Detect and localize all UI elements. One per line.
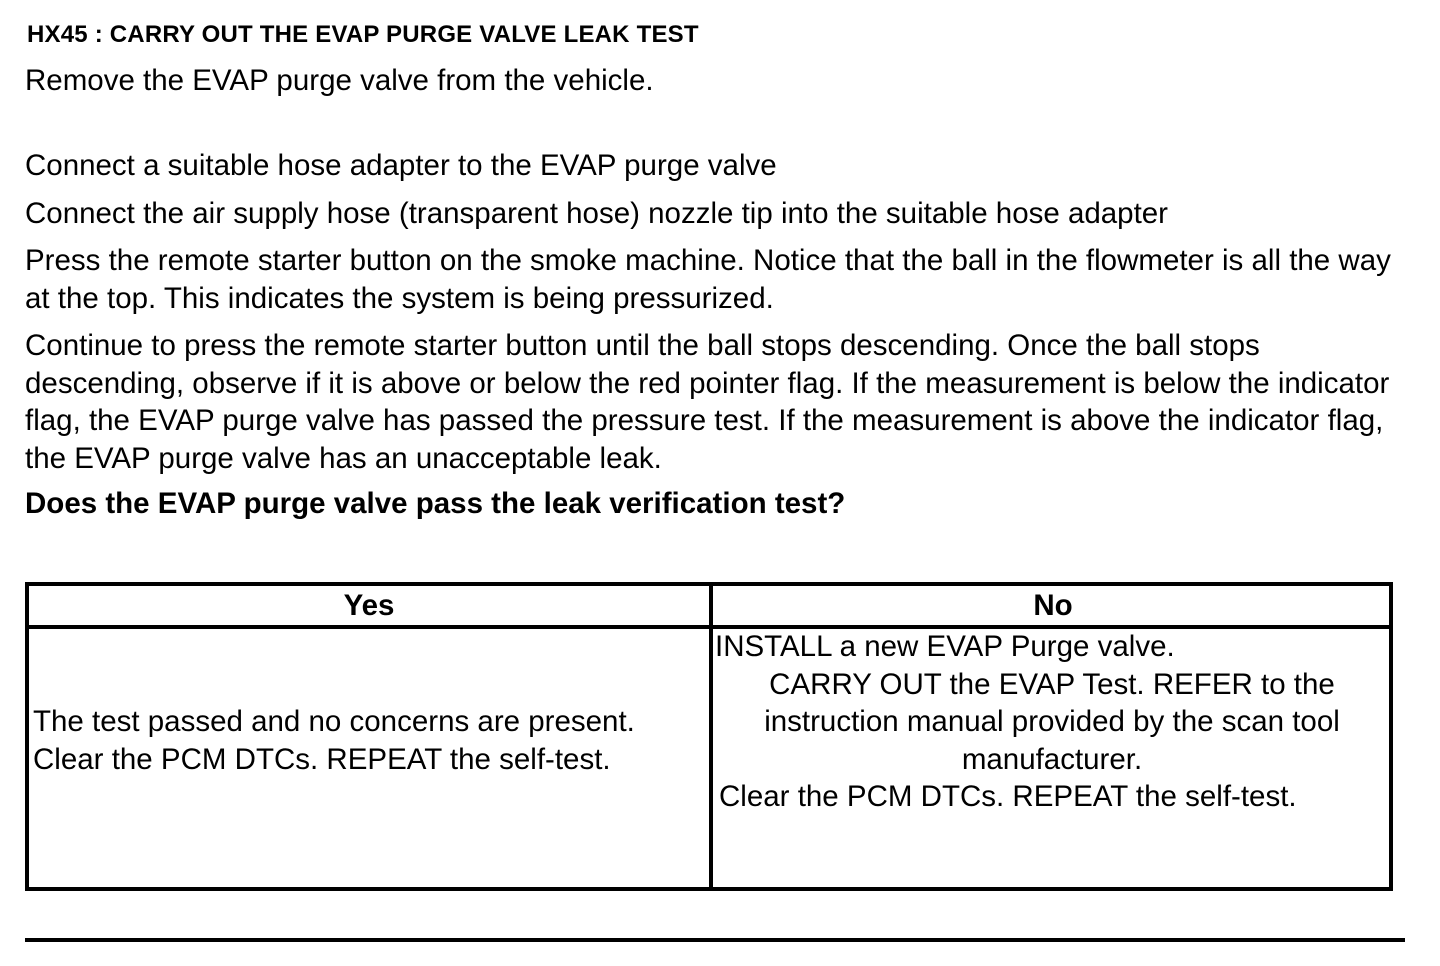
no-cell-install: INSTALL a new EVAP Purge valve. [715, 630, 1175, 663]
yes-cell-result: The test passed and no concerns are present. [33, 705, 635, 738]
step-title: HX45 : CARRY OUT THE EVAP PURGE VALVE LEAK TEST [27, 21, 699, 48]
no-cell-action: Clear the PCM DTCs. REPEAT the self-test. [719, 780, 1297, 813]
instruction-paragraph-connect-adapter: Connect a suitable hose adapter to the EVAP purge valve [25, 149, 777, 182]
yes-column-header: Yes [343, 589, 395, 622]
no-cell [715, 628, 1389, 816]
yes-no-table [25, 582, 1393, 891]
test-question: Does the EVAP purge valve pass the leak verification test? [25, 487, 846, 520]
table-column-divider [709, 586, 713, 887]
instruction-paragraph-press-button: Press the remote starter button on the smoke machine. Notice that the ball in the flowmeter is all the way at the top. This indicates the system is being pressurized. [25, 244, 1391, 315]
instruction-paragraph-remove: Remove the EVAP purge valve from the vehicle. [25, 64, 654, 97]
yes-cell-action: Clear the PCM DTCs. REPEAT the self-test. [33, 742, 611, 776]
instruction-paragraph-connect-hose: Connect the air supply hose (transparent hose) nozzle tip into the suitable hose adapter [25, 197, 1169, 230]
footer-divider [25, 938, 1405, 942]
no-cell-evap-test: CARRY OUT the EVAP Test. REFER to the instruction manual provided by the scan tool manufacturer. [764, 667, 1340, 776]
yes-cell [33, 703, 703, 778]
no-column-header: No [1033, 589, 1073, 622]
instruction-paragraph-continue: Continue to press the remote starter button until the ball stops descending. Once the ball stops descending, observe if it is above or below the red pointer flag. If the measurement is below the indicator flag, the EVAP purge valve has passed the pressure test. If the measurement is above the indicator flag, the EVAP purge valve has an unacceptable leak. [25, 329, 1390, 475]
